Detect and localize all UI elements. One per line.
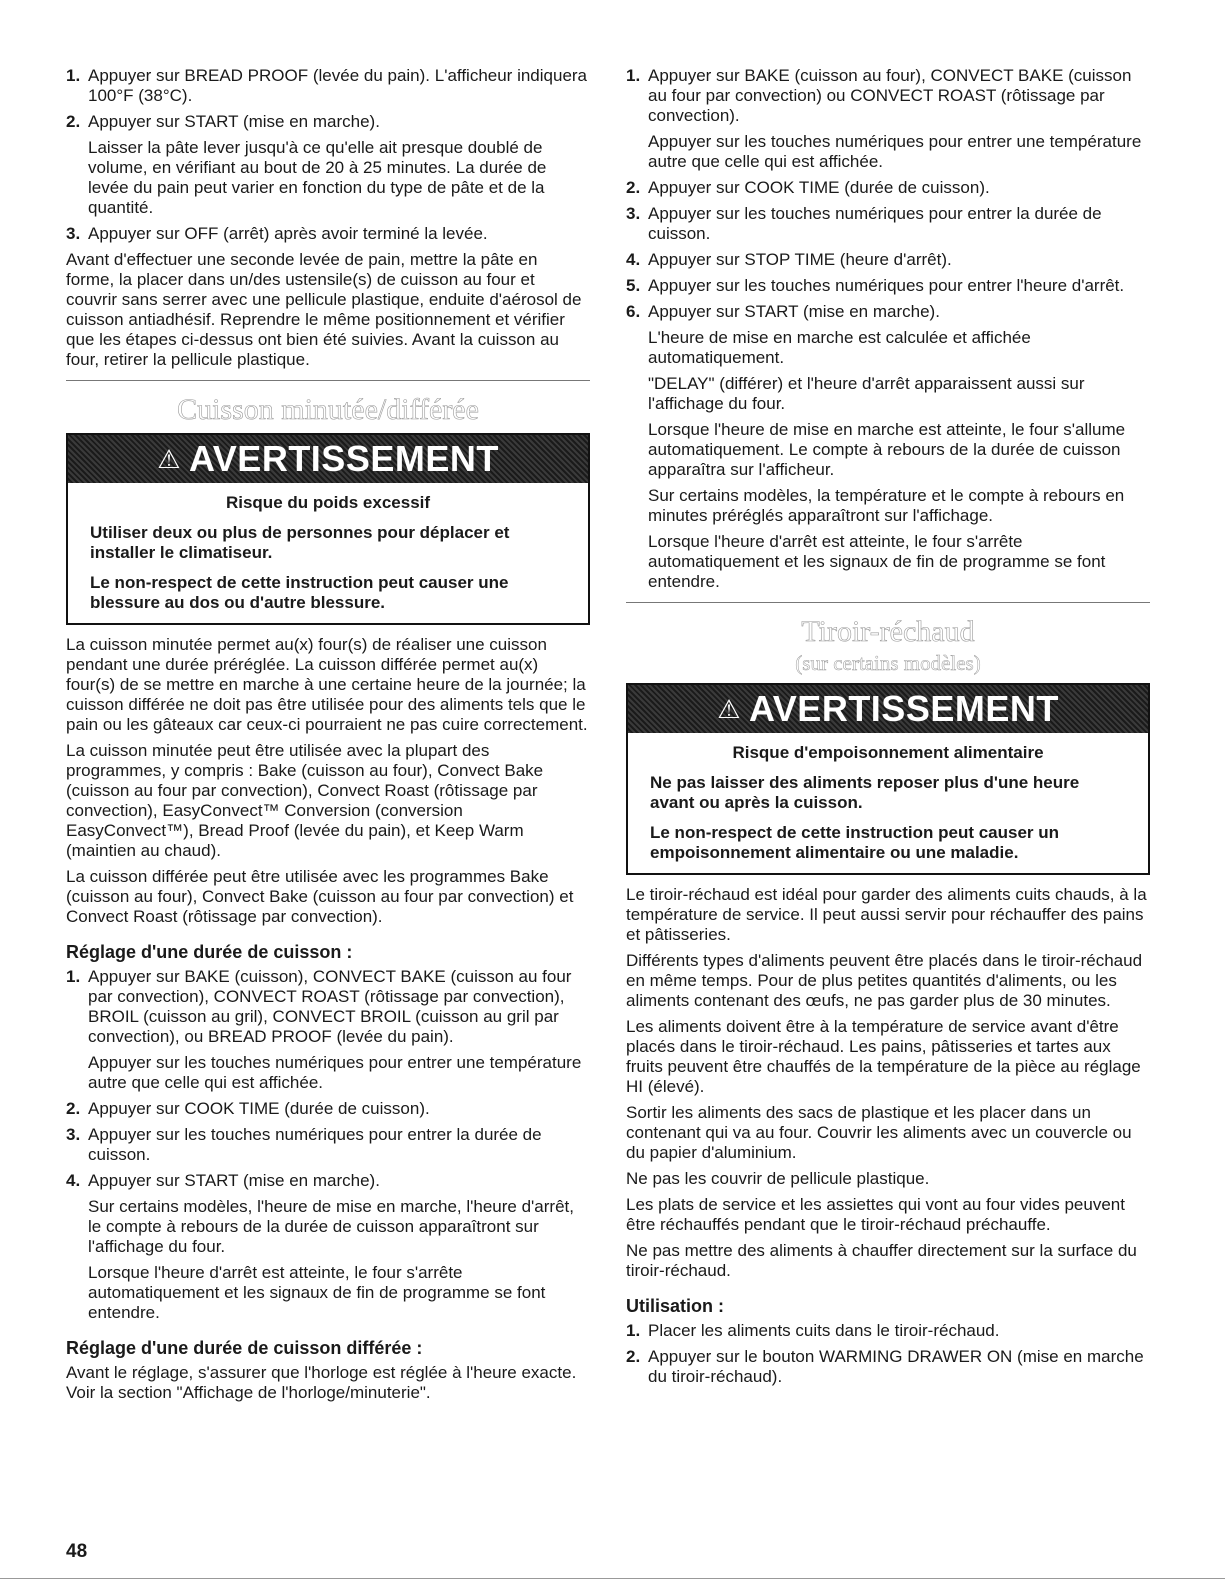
page-number: 48 [66, 1541, 88, 1562]
paragraph: La cuisson différée peut être utilisée avec les programmes Bake (cuisson au four), Convect Bake (cuisson au four par convection) et Convect Roast (rôtissage par convection). [66, 867, 574, 926]
list-item: 1. Appuyer sur BAKE (cuisson au four), CONVECT BAKE (cuisson au four par convection) ou CONVECT ROAST (rôtissage par convection). Appuyer sur les touches numériques pour entrer une température autre que celle qui est affichée. [626, 66, 1142, 171]
section-title-warming-drawer: Tiroir-réchaud [801, 615, 975, 648]
paragraph: Les aliments doivent être à la température de service avant d'être placés dans le tiroir-réchaud. Les pains, pâtisseries et tartes aux fruits peuvent être chauffés de la température de la pièce au réglage HI (élevé). [626, 1017, 1141, 1096]
paragraph: Différents types d'aliments peuvent être placés dans le tiroir-réchaud en même temps. Pour de plus petites quantités d'aliments, ou les aliments contenant des œufs, ne pas garder plus de 30 minutes. [626, 951, 1143, 1010]
list-item: 2. Appuyer sur le bouton WARMING DRAWER ON (mise en marche du tiroir-réchaud). [626, 1347, 1144, 1386]
warning-header: ⚠ AVERTISSEMENT [68, 435, 588, 483]
warning-header: ⚠ AVERTISSEMENT [628, 685, 1148, 733]
warning-body [68, 483, 588, 623]
list-item: 2. Appuyer sur START (mise en marche). Laisser la pâte lever jusqu'à ce qu'elle ait presque doublé de volume, en vérifiant au bout de 20 à 25 minutes. La durée de levée du pain peut varier en fonction du type de pâte et de la quantité. [66, 112, 547, 217]
heading-set-delayed-cook: Réglage d'une durée de cuisson différée : [66, 1338, 423, 1358]
list-item: 1. Appuyer sur BAKE (cuisson), CONVECT BAKE (cuisson au four par convection), CONVECT ROAST (rôtissage par convection), BROIL (cuisson au gril), CONVECT BROIL (cuisson au gril par convection), ou BREAD PROOF (levée du pain). Appuyer sur les touches numériques pour entrer une température autre que celle qui est affichée. [66, 967, 582, 1092]
bottom-edge-rule [0, 1578, 1225, 1579]
warning-line: Utiliser deux ou plus de personnes pour déplacer et installer le climatiseur. [90, 523, 510, 562]
paragraph: La cuisson minutée peut être utilisée avec la plupart des programmes, y compris : Bake (cuisson au four), Convect Bake (cuisson au four par convection), Convect Roast (rôtissage par convection), EasyConvect™ Conversion (conversion EasyConvect™), Bread Proof (levée du pain), et Keep Warm (maintien au chaud). [66, 741, 544, 860]
delayed-cooking-steps [626, 66, 1150, 592]
heading-use: Utilisation : [626, 1296, 724, 1316]
list-item: 3. Appuyer sur les touches numériques pour entrer la durée de cuisson. [626, 204, 1102, 243]
heading-set-cook-time: Réglage d'une durée de cuisson : [66, 942, 353, 962]
paragraph: La cuisson minutée permet au(x) four(s) de réaliser une cuisson pendant une durée préréglée. La cuisson différée permet au(x) four(s) de se mettre en marche à une certaine heure de la journée; la cuisson différée ne doit pas être utilisée pour des aliments tels que le pain ou les gâteaux car ceux-ci pourraient ne pas cuire correctement. [66, 635, 588, 734]
timed-cooking-steps [66, 967, 590, 1323]
warning-line: Ne pas laisser des aliments reposer plus d'une heure avant ou après la cuisson. [650, 773, 1080, 812]
warning-body [628, 733, 1148, 873]
list-item: 1. Appuyer sur BREAD PROOF (levée du pain). L'afficheur indiquera 100°F (38°C). [66, 66, 588, 105]
warning-box-food-poisoning [626, 683, 1150, 875]
right-column [626, 66, 1150, 1393]
paragraph: Les plats de service et les assiettes qui vont au four vides peuvent être réchauffés pendant que le tiroir-réchaud préchauffe. [626, 1195, 1125, 1234]
warning-title: Risque du poids excessif [225, 493, 431, 512]
list-item: 2. Appuyer sur COOK TIME (durée de cuisson). [626, 178, 990, 197]
divider [626, 602, 1150, 603]
warning-line: Le non-respect de cette instruction peut causer un empoisonnement alimentaire ou une maladie. [650, 823, 1060, 862]
left-column [66, 66, 590, 1409]
paragraph: Le tiroir-réchaud est idéal pour garder des aliments cuits chauds, à la température de service. Il peut aussi servir pour réchauffer des pains et pâtisseries. [626, 885, 1147, 944]
warning-title: Risque d'empoisonnement alimentaire [732, 743, 1044, 762]
list-item: 4. Appuyer sur START (mise en marche). Sur certains modèles, l'heure de mise en marche, l'heure d'arrêt, le compte à rebours de la durée de cuisson apparaîtront sur l'affichage du four. Lorsque l'heure d'arrêt est atteinte, le four s'arrête automatiquement et les signaux de fin de programme se font entendre. [66, 1171, 574, 1322]
list-item: 5. Appuyer sur les touches numériques pour entrer l'heure d'arrêt. [626, 276, 1125, 295]
warning-triangle-icon: ⚠ [717, 694, 741, 724]
warming-drawer-steps [626, 1321, 1150, 1387]
bread-proof-note: Avant d'effectuer une seconde levée de pain, mettre la pâte en forme, la placer dans un/des ustensile(s) de cuisson au four et couvrir sans serrer avec une pellicule plastique, enduite d'aérosol de cuisson antiadhésif. Reprendre le même positionnement et vérifier que les étapes ci-dessus ont bien été suivies. Avant la cuisson au four, retirer la pellicule plastique. [66, 250, 582, 369]
paragraph: Avant le réglage, s'assurer que l'horloge est réglée à l'heure exacte. Voir la section "Affichage de l'horloge/minuterie". [66, 1363, 577, 1402]
paragraph: Ne pas mettre des aliments à chauffer directement sur la surface du tiroir-réchaud. [626, 1241, 1137, 1280]
paragraph: Ne pas les couvrir de pellicule plastique. [626, 1169, 930, 1188]
divider [66, 380, 590, 381]
warning-box-weight [66, 433, 590, 625]
warning-triangle-icon: ⚠ [157, 444, 181, 474]
list-item: 2. Appuyer sur COOK TIME (durée de cuisson). [66, 1099, 430, 1118]
list-item: 6. Appuyer sur START (mise en marche). L'heure de mise en marche est calculée et affichée automatiquement. "DELAY" (différer) et l'heure d'arrêt apparaissent aussi sur l'affichage du four. Lorsque l'heure de mise en marche est atteinte, le four s'allume automatiquement. Le compte à rebours de la durée de cuisson apparaîtra sur l'afficheur. Sur certains modèles, la température et le compte à rebours en minutes préréglés apparaîtront sur l'affichage. Lorsque l'heure d'arrêt est atteinte, le four s'arrête automatiquement et les signaux de fin de programme se font entendre. [626, 302, 1126, 591]
list-item: 4. Appuyer sur STOP TIME (heure d'arrêt). [626, 250, 952, 269]
paragraph: Sortir les aliments des sacs de plastique et les placer dans un contenant qui va au four. Couvrir les aliments avec un couvercle ou du papier d'aluminium. [626, 1103, 1132, 1162]
list-item: 3. Appuyer sur les touches numériques pour entrer la durée de cuisson. [66, 1125, 542, 1164]
warning-line: Le non-respect de cette instruction peut causer une blessure au dos ou d'autre blessure. [90, 573, 509, 612]
list-item: 1. Placer les aliments cuits dans le tiroir-réchaud. [626, 1321, 1000, 1340]
section-subtitle: (sur certains modèles) [795, 651, 981, 675]
section-title-timed-cooking: Cuisson minutée/différée [177, 393, 479, 426]
list-item: 3. Appuyer sur OFF (arrêt) après avoir terminé la levée. [66, 224, 488, 243]
bread-proof-steps [66, 66, 590, 244]
